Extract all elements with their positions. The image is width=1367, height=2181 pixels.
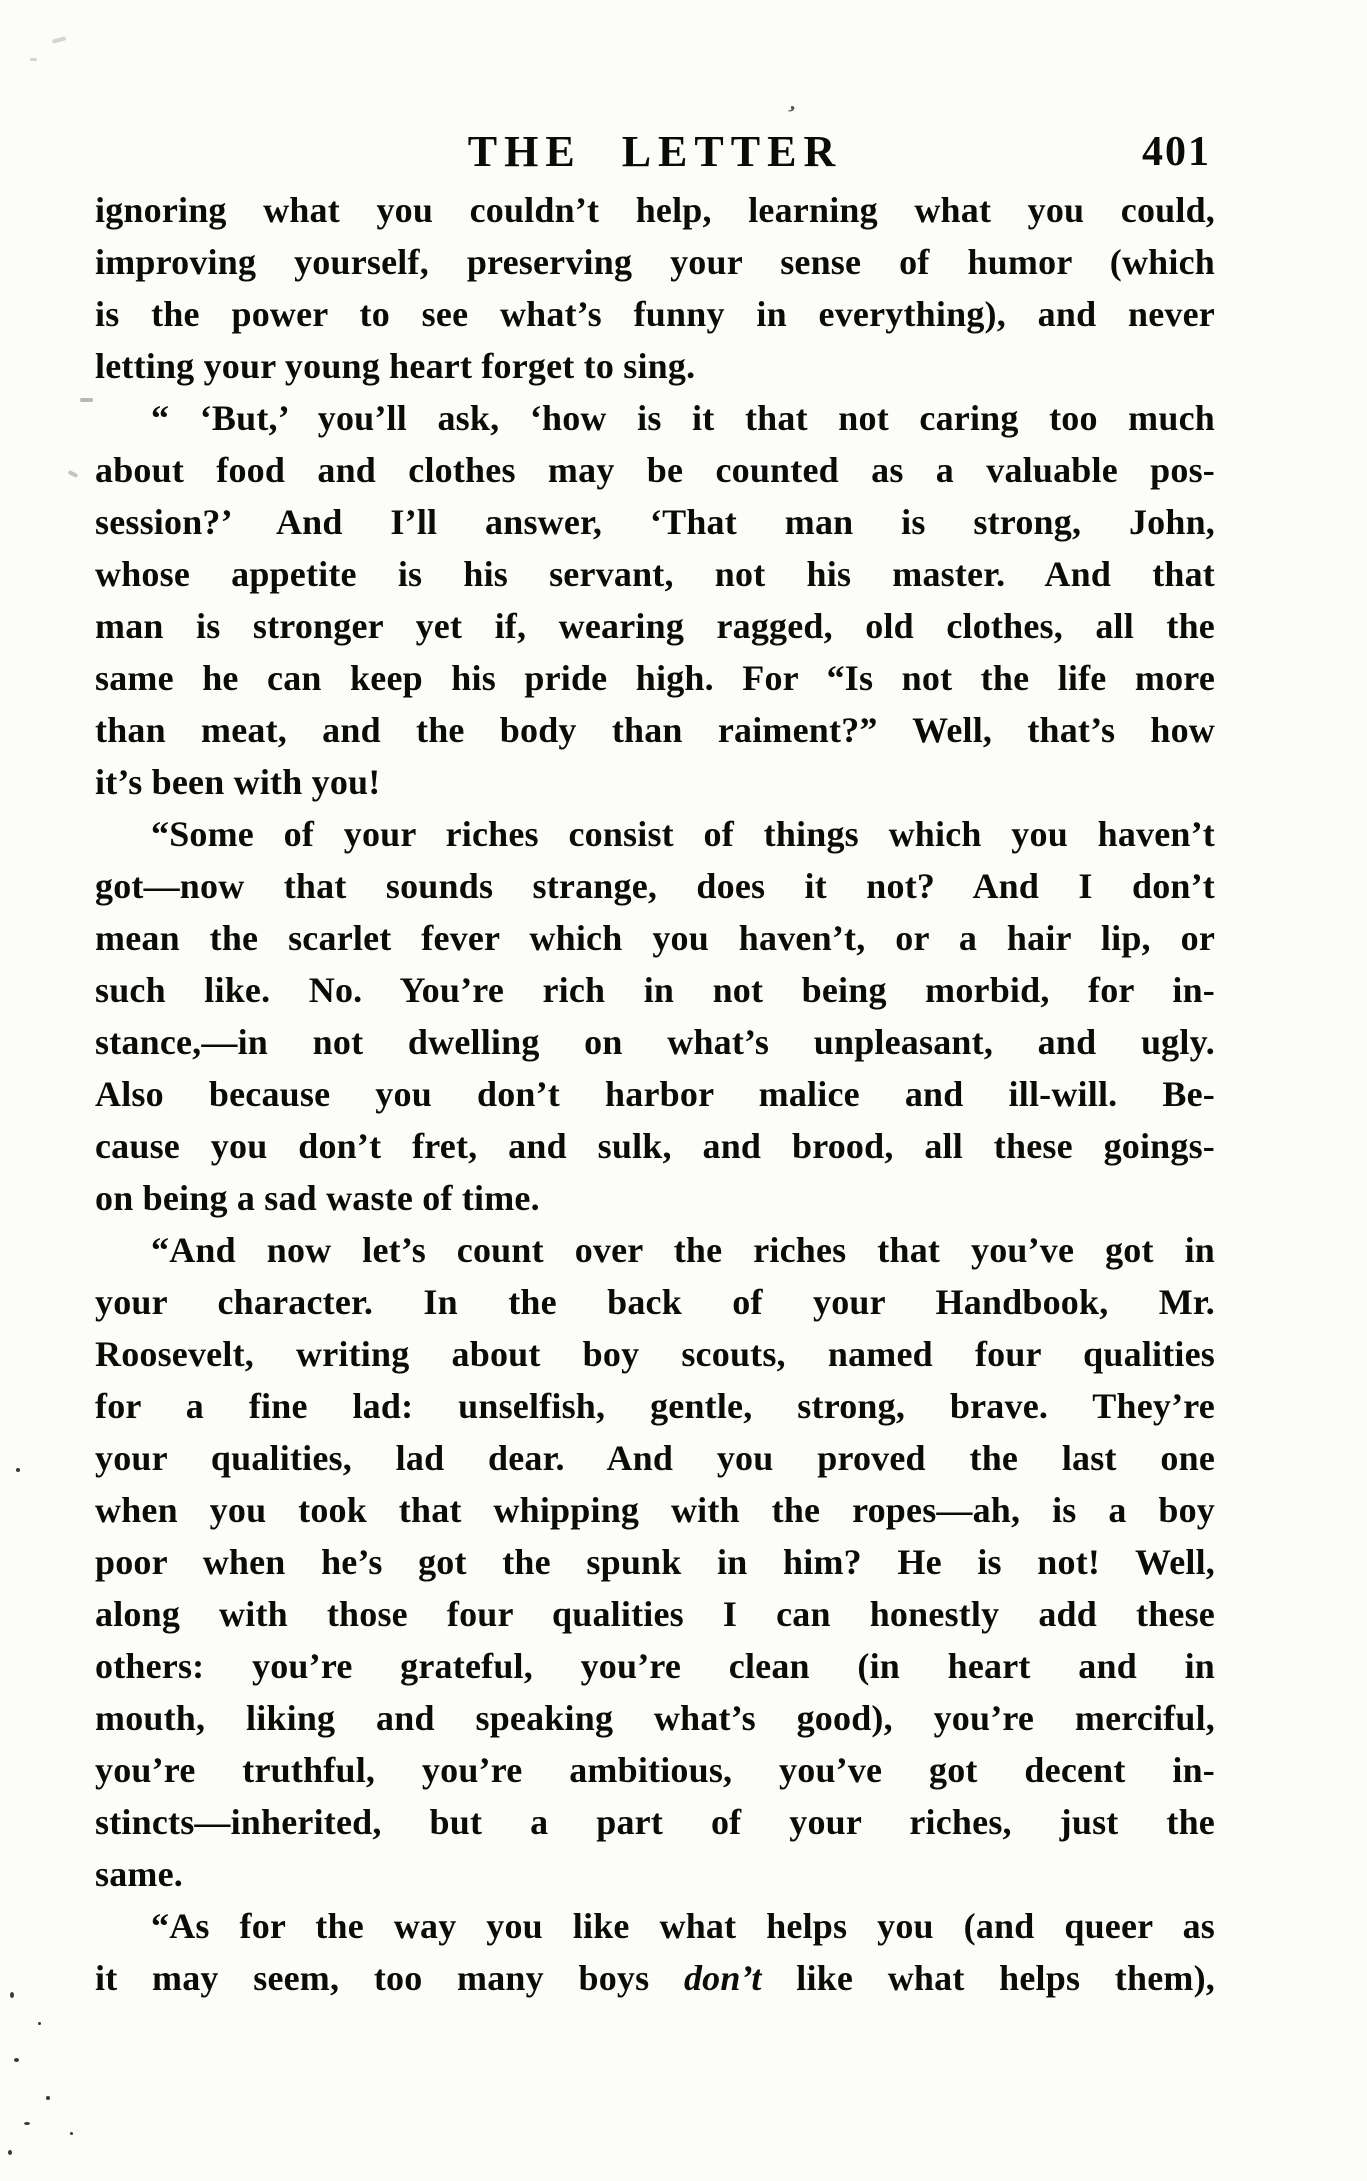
text-line: “ ‘But,’ you’ll ask, ‘how is it that not caring too much [151, 398, 1215, 438]
text-line: your character. In the back of your Handbook, Mr. [95, 1282, 1215, 1322]
text-line: Roosevelt, writing about boy scouts, named four qualities [95, 1334, 1215, 1374]
text-line: is the power to see what’s funny in everything), and never [95, 294, 1215, 334]
body-text [95, 184, 1215, 2004]
text-line: letting your young heart forget to sing. [95, 346, 696, 386]
text-line: same. [95, 1854, 183, 1894]
page-header [95, 126, 1215, 190]
text-line: Also because you don’t harbor malice and ill-will. Be- [95, 1074, 1215, 1114]
scan-speck [8, 2150, 12, 2155]
text-line: stincts—inherited, but a part of your riches, just the [95, 1802, 1215, 1842]
text-line [95, 1952, 1215, 2004]
text-line: ignoring what you couldn’t help, learning what you could, [95, 190, 1215, 230]
text-line: man is stronger yet if, wearing ragged, old clothes, all the [95, 606, 1215, 646]
text-line: than meat, and the body than raiment?” Well, that’s how [95, 710, 1215, 750]
text-line: cause you don’t fret, and sulk, and brood, all these goings- [95, 1126, 1215, 1166]
scan-speck [10, 1992, 14, 1998]
scan-speck [16, 1468, 20, 1472]
text-line: others: you’re grateful, you’re clean (in heart and in [95, 1646, 1215, 1686]
text-line: mouth, liking and speaking what’s good), you’re merciful, [95, 1698, 1215, 1738]
text-line: improving yourself, preserving your sense of humor (which [95, 242, 1215, 282]
text-line: “As for the way you like what helps you (and queer as [151, 1906, 1215, 1946]
text-line: mean the scarlet fever which you haven’t, or a hair lip, or [95, 918, 1215, 958]
text-line: you’re truthful, you’re ambitious, you’ve got decent in- [95, 1750, 1215, 1790]
page-number: 401 [1142, 129, 1211, 175]
scan-speck [14, 2058, 19, 2062]
text-line: along with those four qualities I can honestly add these [95, 1594, 1215, 1634]
scan-smudge [68, 470, 79, 478]
text-line: poor when he’s got the spunk in him? He is not! Well, [95, 1542, 1215, 1582]
scan-speck [46, 2096, 50, 2100]
text-line: session?’ And I’ll answer, ‘That man is strong, John, [95, 502, 1215, 542]
text-line: for a fine lad: unselfish, gentle, strong, brave. They’re [95, 1386, 1215, 1426]
text-line: whose appetite is his servant, not his master. And that [95, 554, 1215, 594]
text-segment: it may seem, too many boys [95, 1958, 684, 1998]
scan-speck [24, 2122, 30, 2125]
text-line: “Some of your riches consist of things which you haven’t [151, 814, 1215, 854]
scan-smudge [30, 58, 37, 61]
text-segment: like what helps them), [761, 1958, 1215, 1998]
scan-speck [38, 2022, 41, 2025]
scan-smudge [52, 36, 67, 43]
text-line: “And now let’s count over the riches that you’ve got in [151, 1230, 1215, 1270]
scan-smudge [80, 398, 93, 402]
text-line: your qualities, lad dear. And you proved the last one [95, 1438, 1215, 1478]
text-line: stance,—in not dwelling on what’s unpleasant, and ugly. [95, 1022, 1215, 1062]
italic-text: don’t [683, 1958, 762, 1998]
running-title: THE LETTER [467, 127, 843, 176]
text-line: on being a sad waste of time. [95, 1178, 540, 1218]
text-line: when you took that whipping with the ropes—ah, is a boy [95, 1490, 1215, 1530]
text-line: same he can keep his pride high. For “Is not the life more [95, 658, 1215, 698]
text-line: got—now that sounds strange, does it not? And I don’t [95, 866, 1215, 906]
text-line: such like. No. You’re rich in not being morbid, for in- [95, 970, 1215, 1010]
scan-mark: ’ [780, 99, 800, 126]
scan-speck [70, 2132, 73, 2135]
text-line: about food and clothes may be counted as a valuable pos- [95, 450, 1215, 490]
text-line: it’s been with you! [95, 762, 381, 802]
